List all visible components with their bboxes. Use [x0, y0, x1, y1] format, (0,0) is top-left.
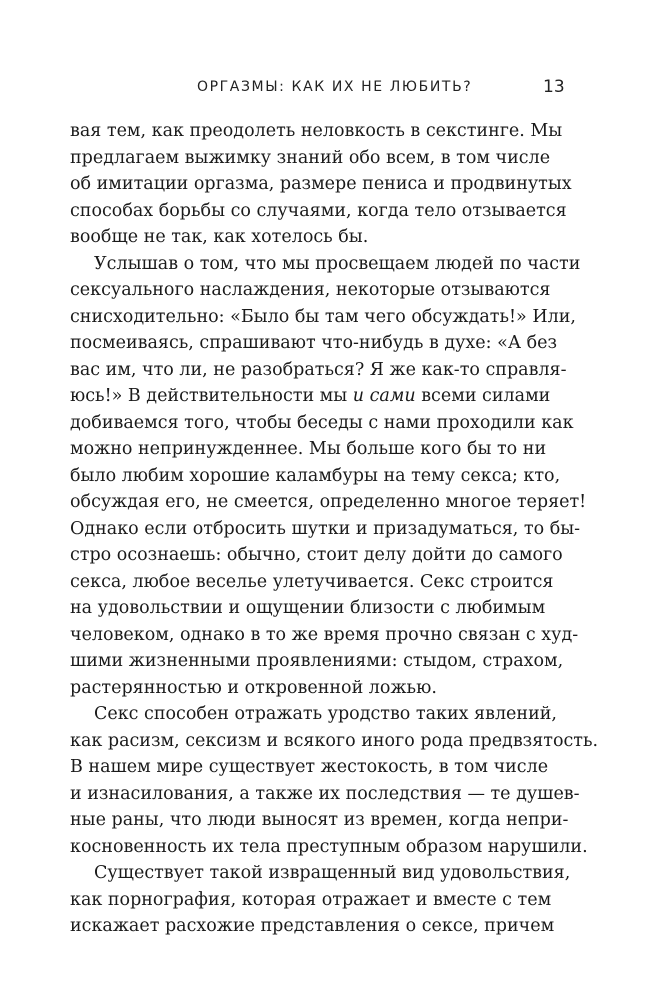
text-line: добиваемся того, чтобы беседы с нами проходили как	[70, 412, 574, 433]
text-line: как порнография, которая отражает и вместе с тем	[70, 889, 552, 910]
text-line: обсуждая его, не смеется, определенно многое теряет!	[70, 492, 587, 512]
text-line: можно непринужденнее. Мы больше кого бы то ни	[70, 439, 547, 459]
text-line: Секс способен отражать уродство таких явлений,	[94, 704, 557, 724]
text-line: Однако если отбросить шутки и призадуматься, то бы-	[70, 518, 581, 539]
text-line: об имитации оргазма, размере пениса и продвинутых	[70, 174, 572, 194]
body-text	[70, 118, 599, 940]
emphasis-text: и сами	[352, 386, 416, 406]
text-line: посмеиваясь, спрашивают что-нибудь в духе: «А без	[70, 333, 558, 353]
text-line: секса, любое веселье улетучивается. Секс строится	[70, 571, 554, 592]
text-line: способах борьбы со случаями, когда тело отзывается	[70, 200, 567, 221]
text-line: вая тем, как преодолеть неловкость в секстинге. Мы	[70, 121, 563, 141]
text-line: искажает расхожие представления о сексе, причем	[70, 916, 555, 936]
text-line: и изнасилования, а также их последствия — те душев-	[70, 783, 580, 804]
running-header	[0, 77, 650, 101]
text-line: вас им, что ли, не разобраться? Я же как-то справля-	[70, 359, 567, 380]
text-line: шими жизненными проявлениями: стыдом, страхом,	[70, 651, 564, 671]
text-line: ные раны, что люди выносят из времен, когда непри-	[70, 810, 569, 830]
text-line: как расизм, сексизм и всякого иного рода предвзятость.	[70, 730, 599, 751]
text-line: снисходительно: «Было бы там чего обсуждать!» Или,	[70, 306, 576, 327]
text-line: предлагаем выжимку знаний обо всем, в том числе	[70, 147, 551, 168]
text-line: было любим хорошие каламбуры на тему секса; кто,	[70, 465, 561, 486]
text-line: человеком, однако в то же время прочно связан с худ-	[70, 624, 579, 645]
text-line: Услышав о том, что мы просвещаем людей по части	[94, 253, 581, 274]
text-line	[70, 383, 551, 410]
text-line: косновенность их тела преступным образом нарушили.	[70, 836, 588, 857]
running-title: ОРГАЗМЫ: КАК ИХ НЕ ЛЮБИТЬ?	[197, 79, 473, 95]
text-line: Существует такой извращенный вид удовольствия,	[94, 863, 571, 883]
text-line: стро осознаешь: обычно, стоит делу дойти до самого	[70, 545, 563, 565]
text-line: растерянностью и откровенной ложью.	[70, 677, 437, 698]
text-fragment: юсь!» В действительности мы	[70, 386, 353, 406]
page-number: 13	[543, 77, 565, 97]
text-line: вообще не так, как хотелось бы.	[70, 227, 369, 247]
text-line: В нашем мире существует жестокость, в том числе	[70, 757, 549, 777]
text-line: сексуального наслаждения, некоторые отзываются	[70, 280, 551, 300]
text-fragment: всеми силами	[415, 386, 551, 406]
text-line: на удовольствии и ощущении близости с любимым	[70, 598, 546, 618]
